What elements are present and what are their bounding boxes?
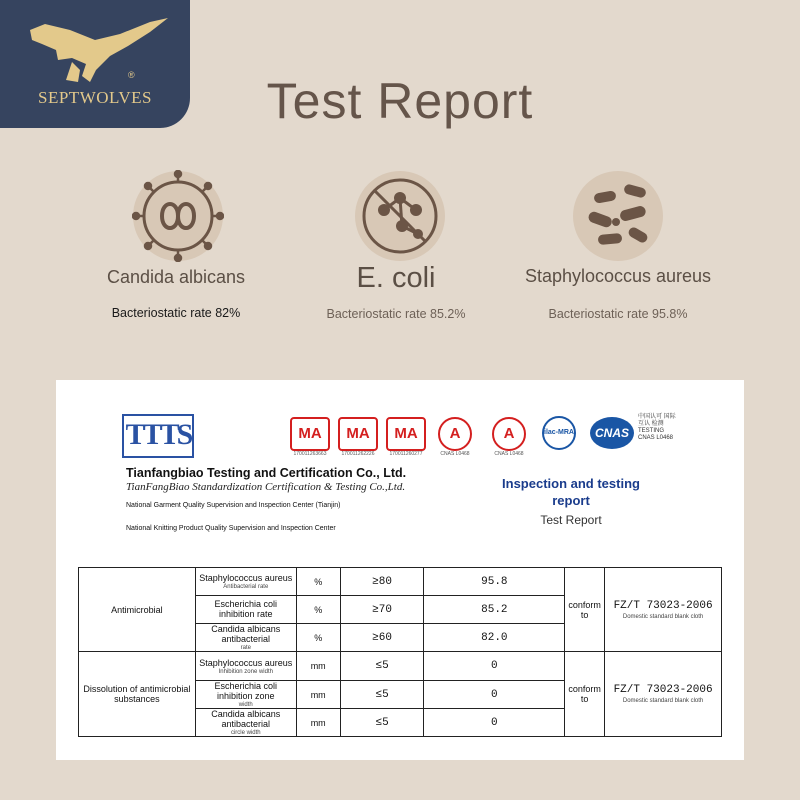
requirement-cell: ≥70 (340, 596, 424, 624)
standard-cell: FZ/T 73023-2006 Domestic standard blank cloth (605, 568, 722, 652)
item-cell: Candida albicans antibacterial circle width (195, 709, 296, 737)
cnas-caption: 中国认可 国际互认 检测 TESTING CNAS L0468 (638, 414, 676, 441)
ilac-mra-badge: ilac-MRA (542, 416, 576, 450)
bacteria-name-staph: Staphylococcus aureus (524, 266, 712, 286)
unit-cell: mm (296, 652, 340, 681)
bacteria-rate-candida: Bacteriostatic rate 82% (111, 306, 241, 320)
cert-number: 170011260277 (389, 451, 423, 457)
table-row (79, 568, 722, 596)
registered-mark: ® (128, 70, 135, 80)
requirement-cell: ≤5 (340, 652, 424, 681)
result-cell: 0 (424, 681, 565, 709)
unit-cell: mm (296, 681, 340, 709)
item-cell: Candida albicans antibacterial rate (195, 624, 296, 652)
result-cell: 0 (424, 709, 565, 737)
cert-number: CNAS L0468 (494, 451, 524, 457)
unit-cell: % (296, 624, 340, 652)
requirement-cell: ≤5 (340, 709, 424, 737)
item-cell: Staphylococcus aureus Antibacterial rate (195, 568, 296, 596)
standard-cell: FZ/T 73023-2006 Domestic standard blank cloth (605, 652, 722, 737)
category-cell: Dissolution of antimicrobial substances (79, 652, 196, 737)
cma-cert-badge: MA (386, 417, 426, 451)
cnas-badge: CNAS (590, 417, 634, 449)
unit-cell: mm (296, 709, 340, 737)
item-cell: Escherichia coli inhibition rate (195, 596, 296, 624)
cert-number: 170011262226 (341, 451, 375, 457)
company-name-script: TianFangBiao Standardization Certification & Testing Co.,Ltd. (126, 481, 406, 493)
inspection-subtitle: Test Report (540, 513, 602, 527)
conclusion-cell: conform to (565, 568, 605, 652)
requirement-cell: ≥60 (340, 624, 424, 652)
bacteria-name-ecoli: E. coli (356, 262, 436, 294)
cma-cert-badge: MA (338, 417, 378, 451)
test-results-table (78, 567, 722, 737)
bacteria-rate-staph: Bacteriostatic rate 95.8% (548, 307, 688, 321)
requirement-cell: ≥80 (340, 568, 424, 596)
inspection-title: Inspection and testing report (502, 476, 640, 508)
brand-name: SEPTWOLVES (38, 88, 152, 107)
inspection-center-1: National Garment Quality Supervision and Inspection Center (Tianjin) (126, 502, 341, 509)
test-report-card (56, 380, 744, 760)
unit-cell: % (296, 596, 340, 624)
requirement-cell: ≤5 (340, 681, 424, 709)
bacteria-name-candida: Candida albicans (106, 267, 246, 287)
company-name: Tianfangbiao Testing and Certification Co., Ltd. (126, 466, 407, 480)
category-cell: Antimicrobial (79, 568, 196, 652)
cert-number: CNAS L0468 (440, 451, 470, 457)
cal-cert-badge: A (438, 417, 472, 451)
cert-number: 170011263663 (293, 451, 327, 457)
cma-cert-badge: MA (290, 417, 330, 451)
result-cell: 85.2 (424, 596, 565, 624)
result-cell: 82.0 (424, 624, 565, 652)
page-title: Test Report (266, 73, 534, 129)
result-cell: 0 (424, 652, 565, 681)
ecoli-icon (354, 170, 446, 262)
result-cell: 95.8 (424, 568, 565, 596)
bacteria-rate-ecoli: Bacteriostatic rate 85.2% (326, 307, 466, 321)
unit-cell: % (296, 568, 340, 596)
conclusion-cell: conform to (565, 652, 605, 737)
staph-icon (572, 170, 664, 262)
item-cell: Staphylococcus aureus Inhibition zone width (195, 652, 296, 681)
inspection-center-2: National Knitting Product Quality Supervision and Inspection Center (126, 525, 336, 532)
item-cell: Escherichia coli inhibition zone width (195, 681, 296, 709)
candida-icon (132, 170, 224, 262)
table-row (79, 652, 722, 681)
lab-logo: TTTS (122, 414, 194, 458)
cal-cert-badge: A (492, 417, 526, 451)
